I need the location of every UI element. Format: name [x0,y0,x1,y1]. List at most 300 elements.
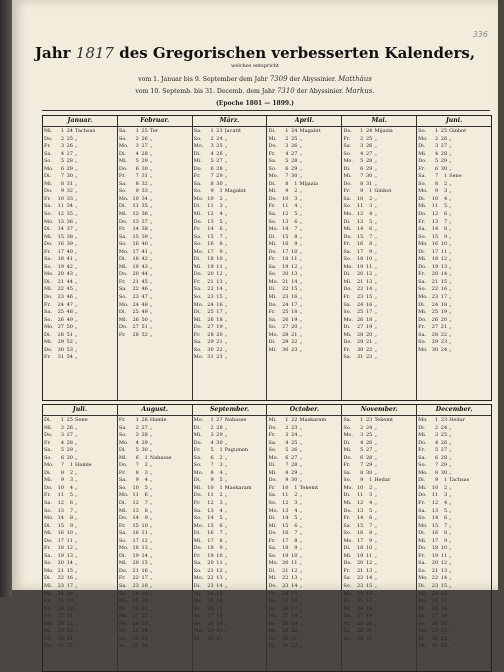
day-row [193,166,267,174]
day-row [118,211,192,219]
abyssinian-day: 18 [216,613,223,620]
gregorian-day: 21 [282,278,289,285]
day-row [43,432,117,440]
abyssinian-month: „ [299,560,303,567]
gregorian-day: 3 [135,432,139,439]
title-pre: Jahr [34,44,71,62]
abyssinian-month: „ [149,432,153,439]
abyssinian-month: „ [299,432,303,439]
day-row [342,286,416,294]
abyssinian-day: 6 [369,515,373,522]
abyssinian-month: „ [449,583,452,590]
gregorian-day: 5 [434,447,439,454]
abyssinian-month: „ [75,424,78,431]
page-title [12,44,498,62]
abyssinian-month: „ [75,454,78,461]
day-row [118,249,192,257]
abyssinian-day: 44 [141,271,148,278]
gregorian-day: 25 [132,309,139,316]
abyssinian-day: 27 [440,447,448,454]
gregorian-day: 5 [135,447,139,454]
abyssinian-day: 25 [66,135,73,142]
abyssinian-day: 18 [66,590,73,597]
weekday: Fr. [268,590,276,597]
abyssinian-day: 8 [219,537,223,544]
book-spine [0,0,12,597]
abyssinian-month: „ [374,331,377,338]
gregorian-day: 23 [207,294,214,301]
weekday: Di. [118,500,127,507]
abyssinian-month: „ [299,552,303,559]
abyssinian-month: „ [224,552,228,559]
weekday: Mo. [118,492,129,499]
abyssinian-month: „ [449,195,452,202]
day-row [193,256,267,264]
weekday: So. [193,346,202,353]
gregorian-day: 19 [431,552,439,559]
weekday: Mi. [343,605,352,612]
weekday: So. [118,537,127,544]
gregorian-day: 29 [282,339,289,346]
abyssinian-day: 29 [291,165,298,172]
abyssinian-month: „ [449,211,452,218]
month-rows [118,416,192,651]
gregorian-day: 21 [207,278,214,285]
day-row [267,432,341,440]
calendar-grid-first-half [42,115,492,401]
gregorian-day: 13 [207,218,214,225]
abyssinian-day: 30 [216,180,223,187]
weekday: Mi. [118,263,128,270]
weekday: Mi. [343,173,352,180]
weekday: Sa. [343,248,352,255]
gregorian-day: 17 [282,537,289,544]
gregorian-day: 15 [57,233,64,240]
weekday: Mo. [418,188,428,195]
abyssinian-day: 17 [216,605,223,612]
abyssinian-month: „ [374,560,377,567]
gregorian-day: 6 [360,454,364,461]
abyssinian-month: „ [299,620,303,627]
abyssinian-month: „ [149,439,153,446]
weekday: Mo. [343,537,353,544]
gregorian-day: 28 [207,620,214,627]
gregorian-day: 4 [285,150,289,157]
abyssinian-month: „ [224,560,228,567]
abyssinian-day: 4 [219,507,223,514]
abyssinian-month: „ [299,507,303,514]
weekday: Mi. [44,128,53,134]
abyssinian-day: 29 [216,432,223,439]
gregorian-day: 1 [60,128,64,134]
day-row [267,317,341,325]
gregorian-day: 5 [434,158,439,165]
abyssinian-month: „ [299,150,303,157]
abyssinian-month: „ [374,173,377,180]
weekday: Mi. [343,226,352,233]
weekday: Sa. [118,424,127,431]
abyssinian-day: 31 [365,180,373,187]
day-row [193,440,267,448]
abyssinian-month: „ [149,211,153,218]
day-row [417,143,491,151]
gregorian-day: 8 [285,469,289,476]
weekday: Do. [418,545,427,552]
day-row [417,530,491,538]
day-row [267,158,341,166]
weekday: Mi. [268,241,277,248]
gregorian-day: 25 [356,598,364,605]
abyssinian-month: „ [374,248,377,255]
weekday: So. [193,462,202,469]
weekday: Mo. [268,560,279,567]
abyssinian-month: Ginbot [374,188,392,195]
abyssinian-day: 2 [219,195,223,202]
month-rows [342,127,416,362]
abyssinian-day: 19 [440,613,448,620]
weekday: So. [418,286,427,293]
abyssinian-day: 27 [365,447,373,454]
day-row [417,136,491,144]
gregorian-day: 20 [207,271,214,278]
gregorian-day: 27 [207,324,214,331]
day-row [267,500,341,508]
day-row [118,143,192,151]
abyssinian-day: 26 [365,143,373,150]
day-row [267,470,341,478]
day-row [417,294,491,302]
abyssinian-day: 22 [291,339,298,346]
day-row [267,302,341,310]
abyssinian-month: Ginbot [449,128,467,134]
day-row [118,492,192,500]
day-row [118,455,192,463]
weekday: Di. [418,477,426,484]
folio-number: 336 [472,30,488,39]
gregorian-day: 8 [60,469,64,476]
day-row [193,347,267,355]
abyssinian-month: Sene [449,173,462,180]
abyssinian-month: „ [449,286,452,293]
gregorian-day: 2 [434,424,439,431]
weekday: So. [268,324,277,331]
abyssinian-day: 23 [216,354,223,361]
abyssinian-day: 13 [440,263,448,270]
weekday: Do. [418,439,427,446]
abyssinian-month: „ [374,492,377,499]
gregorian-day: 5 [285,158,289,165]
day-row [417,181,491,189]
abyssinian-month: „ [449,628,452,635]
abyssinian-month: Maskaram [224,484,252,491]
abyssinian-month: „ [224,301,228,308]
gregorian-day: 3 [360,432,364,439]
gregorian-day: 17 [132,537,139,544]
gregorian-day: 15 [132,233,139,240]
weekday: Di. [193,583,201,590]
abyssinian-day: 28 [216,424,223,431]
day-row [193,598,267,606]
gregorian-day: 13 [282,218,289,225]
gregorian-day: 22 [282,575,289,582]
gregorian-day: 19 [132,263,139,270]
gregorian-day: 22 [207,286,214,293]
abyssinian-month: „ [224,331,228,338]
gregorian-day: 20 [356,271,364,278]
abyssinian-month: Nahasse [224,417,247,423]
day-row [342,462,416,470]
abyssinian-month: Nahasse [149,454,172,461]
abyssinian-month: „ [374,522,377,529]
gregorian-day: 26 [132,605,139,612]
abyssinian-day: 47 [141,294,148,301]
abyssinian-month: „ [299,165,303,172]
abyssinian-day: 7 [443,218,448,225]
subtitle-range-2-name: Markus. [345,87,375,95]
weekday: Fr. [268,203,276,210]
day-row [417,271,491,279]
abyssinian-day: 13 [440,567,448,574]
gregorian-day: 24 [57,301,64,308]
abyssinian-month: „ [299,628,303,635]
abyssinian-day: 42 [66,263,73,270]
abyssinian-month: „ [224,294,228,301]
weekday: Di. [193,477,201,484]
day-row [193,613,267,621]
abyssinian-month: „ [149,248,153,255]
day-row [43,302,117,310]
abyssinian-day: 19 [291,620,298,627]
abyssinian-month: „ [224,462,228,469]
gregorian-day: 11 [57,492,64,499]
weekday: Sa. [343,143,352,150]
gregorian-day: 7 [360,462,364,469]
abyssinian-day: 17 [216,309,223,316]
gregorian-day: 29 [57,628,64,635]
abyssinian-day: 6 [369,226,373,233]
day-row [417,249,491,257]
day-row [118,628,192,636]
day-row [193,568,267,576]
weekday: Sa. [343,354,352,361]
weekday: Fr. [44,301,51,308]
gregorian-day: 21 [431,278,439,285]
weekday: Di. [193,256,201,263]
abyssinian-day: 15 [365,583,373,590]
weekday: Sa. [118,477,127,484]
abyssinian-day: 30 [365,469,373,476]
abyssinian-day: 13 [291,271,298,278]
month-juli [43,405,117,671]
gregorian-day: 13 [57,507,64,514]
abyssinian-day: 4 [369,211,373,218]
abyssinian-month: „ [449,165,452,172]
weekday: Do. [193,545,203,552]
gregorian-day: 8 [434,469,439,476]
abyssinian-month: „ [449,309,452,316]
day-row [417,211,491,219]
day-row [118,530,192,538]
abyssinian-day: 8 [294,537,298,544]
day-row [118,188,192,196]
abyssinian-day: 9 [369,248,373,255]
day-row [43,173,117,181]
abyssinian-day: 29 [365,165,373,172]
abyssinian-month: „ [75,324,78,331]
gregorian-day: 17 [356,537,364,544]
weekday: So. [118,135,127,142]
weekday: Sa. [418,560,427,567]
day-row [342,188,416,196]
day-row [267,417,341,425]
abyssinian-month: „ [374,218,377,225]
gregorian-day: 11 [356,492,364,499]
abyssinian-day: 1 [294,180,298,187]
day-row [342,256,416,264]
weekday: Mi. [118,613,128,620]
day-row [342,440,416,448]
weekday: So. [343,635,352,642]
day-row [193,302,267,310]
weekday: Mi. [418,432,427,439]
weekday: Sa. [268,492,277,499]
gregorian-day: 26 [57,605,64,612]
weekday: So. [343,150,352,157]
day-row [118,470,192,478]
abyssinian-month: „ [374,545,377,552]
day-row [193,226,267,234]
day-row [43,181,117,189]
abyssinian-month: „ [374,628,377,635]
day-row [417,417,491,425]
gregorian-day: 26 [356,605,364,612]
gregorian-day: 15 [132,522,139,529]
weekday: Sa. [268,545,277,552]
abyssinian-month: „ [299,545,303,552]
abyssinian-day: 47 [66,301,73,308]
weekday: Sa. [268,158,277,165]
day-row [267,492,341,500]
weekday: Di. [343,271,351,278]
weekday: Mo. [268,613,279,620]
day-row [267,462,341,470]
gregorian-day: 3 [434,143,439,150]
day-row [193,523,267,531]
weekday: So. [268,271,277,278]
abyssinian-day: 43 [141,263,148,270]
abyssinian-month: „ [75,507,78,514]
gregorian-day: 24 [431,301,439,308]
day-row [118,234,192,242]
weekday: Mo. [418,241,428,248]
abyssinian-month: Hedar [374,477,391,484]
abyssinian-month: „ [374,135,377,142]
abyssinian-day: 29 [365,462,373,469]
abyssinian-day: 15 [291,590,298,597]
day-row [43,332,117,340]
abyssinian-month: „ [149,180,153,187]
abyssinian-day: 25 [66,417,73,423]
gregorian-day: 27 [356,324,364,331]
gregorian-day: 18 [282,545,289,552]
abyssinian-month: „ [299,331,303,338]
gregorian-day: 3 [434,432,439,439]
abyssinian-day: 1 [219,484,223,491]
weekday: Fr. [268,537,276,544]
abyssinian-month: „ [149,271,153,278]
weekday: So. [44,507,52,514]
weekday: Fr. [118,469,126,476]
weekday: Do. [193,324,203,331]
day-row [43,151,117,159]
abyssinian-day: 22 [440,635,448,642]
day-row [342,575,416,583]
weekday: Di. [118,309,127,316]
gregorian-day: 6 [60,454,64,461]
abyssinian-month: „ [149,635,153,642]
abyssinian-day: 22 [440,331,448,338]
weekday: Di. [193,635,201,642]
abyssinian-day: 10 [291,552,298,559]
abyssinian-month: „ [75,195,78,202]
abyssinian-day: 8 [69,515,73,522]
abyssinian-day: 1 [219,447,223,454]
abyssinian-day: 12 [440,256,448,263]
day-row [193,485,267,493]
day-row [43,515,117,523]
gregorian-day: 6 [360,165,364,172]
gregorian-day: 10 [132,195,139,202]
abyssinian-day: 14 [216,583,223,590]
gregorian-day: 28 [356,620,364,627]
abyssinian-month: „ [75,241,78,248]
gregorian-day: 23 [356,583,364,590]
abyssinian-day: 16 [291,598,298,605]
abyssinian-day: 25 [365,432,373,439]
abyssinian-month: „ [299,575,303,582]
day-row [342,613,416,621]
abyssinian-day: 20 [66,605,73,612]
weekday: Do. [118,324,128,331]
day-row [342,332,416,340]
gregorian-day: 24 [57,590,64,597]
gregorian-day: 20 [132,271,139,278]
weekday: Do. [193,271,203,278]
abyssinian-month: „ [374,233,377,240]
abyssinian-month: „ [75,263,78,270]
weekday: Do. [44,241,53,248]
day-row [43,440,117,448]
day-row [118,166,192,174]
day-row [417,347,491,355]
abyssinian-month: „ [299,454,303,461]
day-row [43,339,117,347]
gregorian-day: 8 [360,180,364,187]
gregorian-day: 8 [135,180,139,187]
day-row [342,500,416,508]
abyssinian-month: „ [75,469,78,476]
abyssinian-month: „ [299,515,303,522]
abyssinian-day: 16 [365,301,373,308]
weekday: So. [193,515,202,522]
gregorian-day: 27 [431,613,439,620]
abyssinian-day: 19 [365,613,373,620]
month-rows [193,127,267,362]
weekday: Fr. [418,552,426,559]
abyssinian-month: „ [374,507,377,514]
gregorian-day: 19 [431,263,439,270]
day-row [417,309,491,317]
